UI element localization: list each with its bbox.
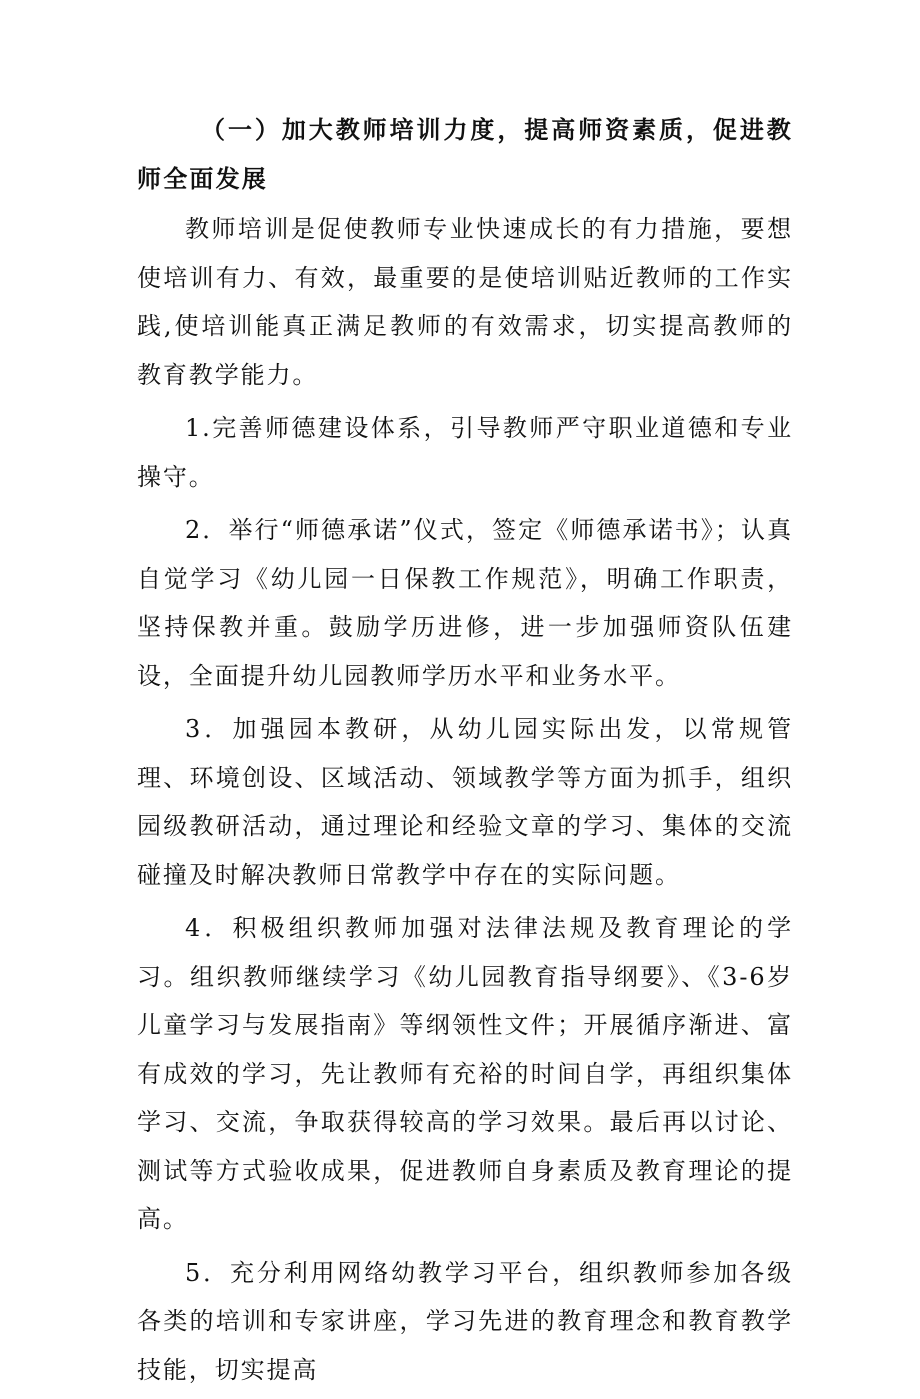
paragraph-item-5: 5．充分利用网络幼教学习平台，组织教师参加各级各类的培训和专家讲座，学习先进的教育理念和教育教学技能，切实提高 [137,1258,793,1384]
paragraph-item-2: 2．举行“师德承诺”仪式，签定《师德承诺书》；认真自觉学习《幼儿园一日保教工作规范》，明确工作职责，坚持保教并重。鼓励学历进修，进一步加强师资队伍建设，全面提升幼儿园教师学历水平和业务水平。 [137,516,793,690]
paragraph-intro: 教师培训是促使教师专业快速成长的有力措施，要想使培训有力、有效，最重要的是使培训贴近教师的工作实践,使培训能真正满足教师的有效需求，切实提高教师的教育教学能力。 [137,215,793,389]
section-heading: （一）加大教师培训力度，提高师资素质，促进教师全面发展 [137,115,793,193]
paragraph-item-3: 3．加强园本教研，从幼儿园实际出发，以常规管理、环境创设、区域活动、领域教学等方面为抓手，组织园级教研活动，通过理论和经验文章的学习、集体的交流碰撞及时解决教师日常教学中存在的实际问题。 [137,715,793,889]
paragraph-item-1: 1.完善师德建设体系，引导教师严守职业道德和专业操守。 [137,414,793,491]
paragraph-item-4: 4．积极组织教师加强对法律法规及教育理论的学习。组织教师继续学习《幼儿园教育指导纲要》、《3-6岁儿童学习与发展指南》等纲领性文件；开展循序渐进、富有成效的学习，先让教师有充裕的时间自学，再组织集体学习、交流，争取获得较高的学习效果。最后再以讨论、测试等方式验收成果，促进教师自身素质及教育理论的提高。 [137,914,793,1233]
document-page [137,106,793,1399]
